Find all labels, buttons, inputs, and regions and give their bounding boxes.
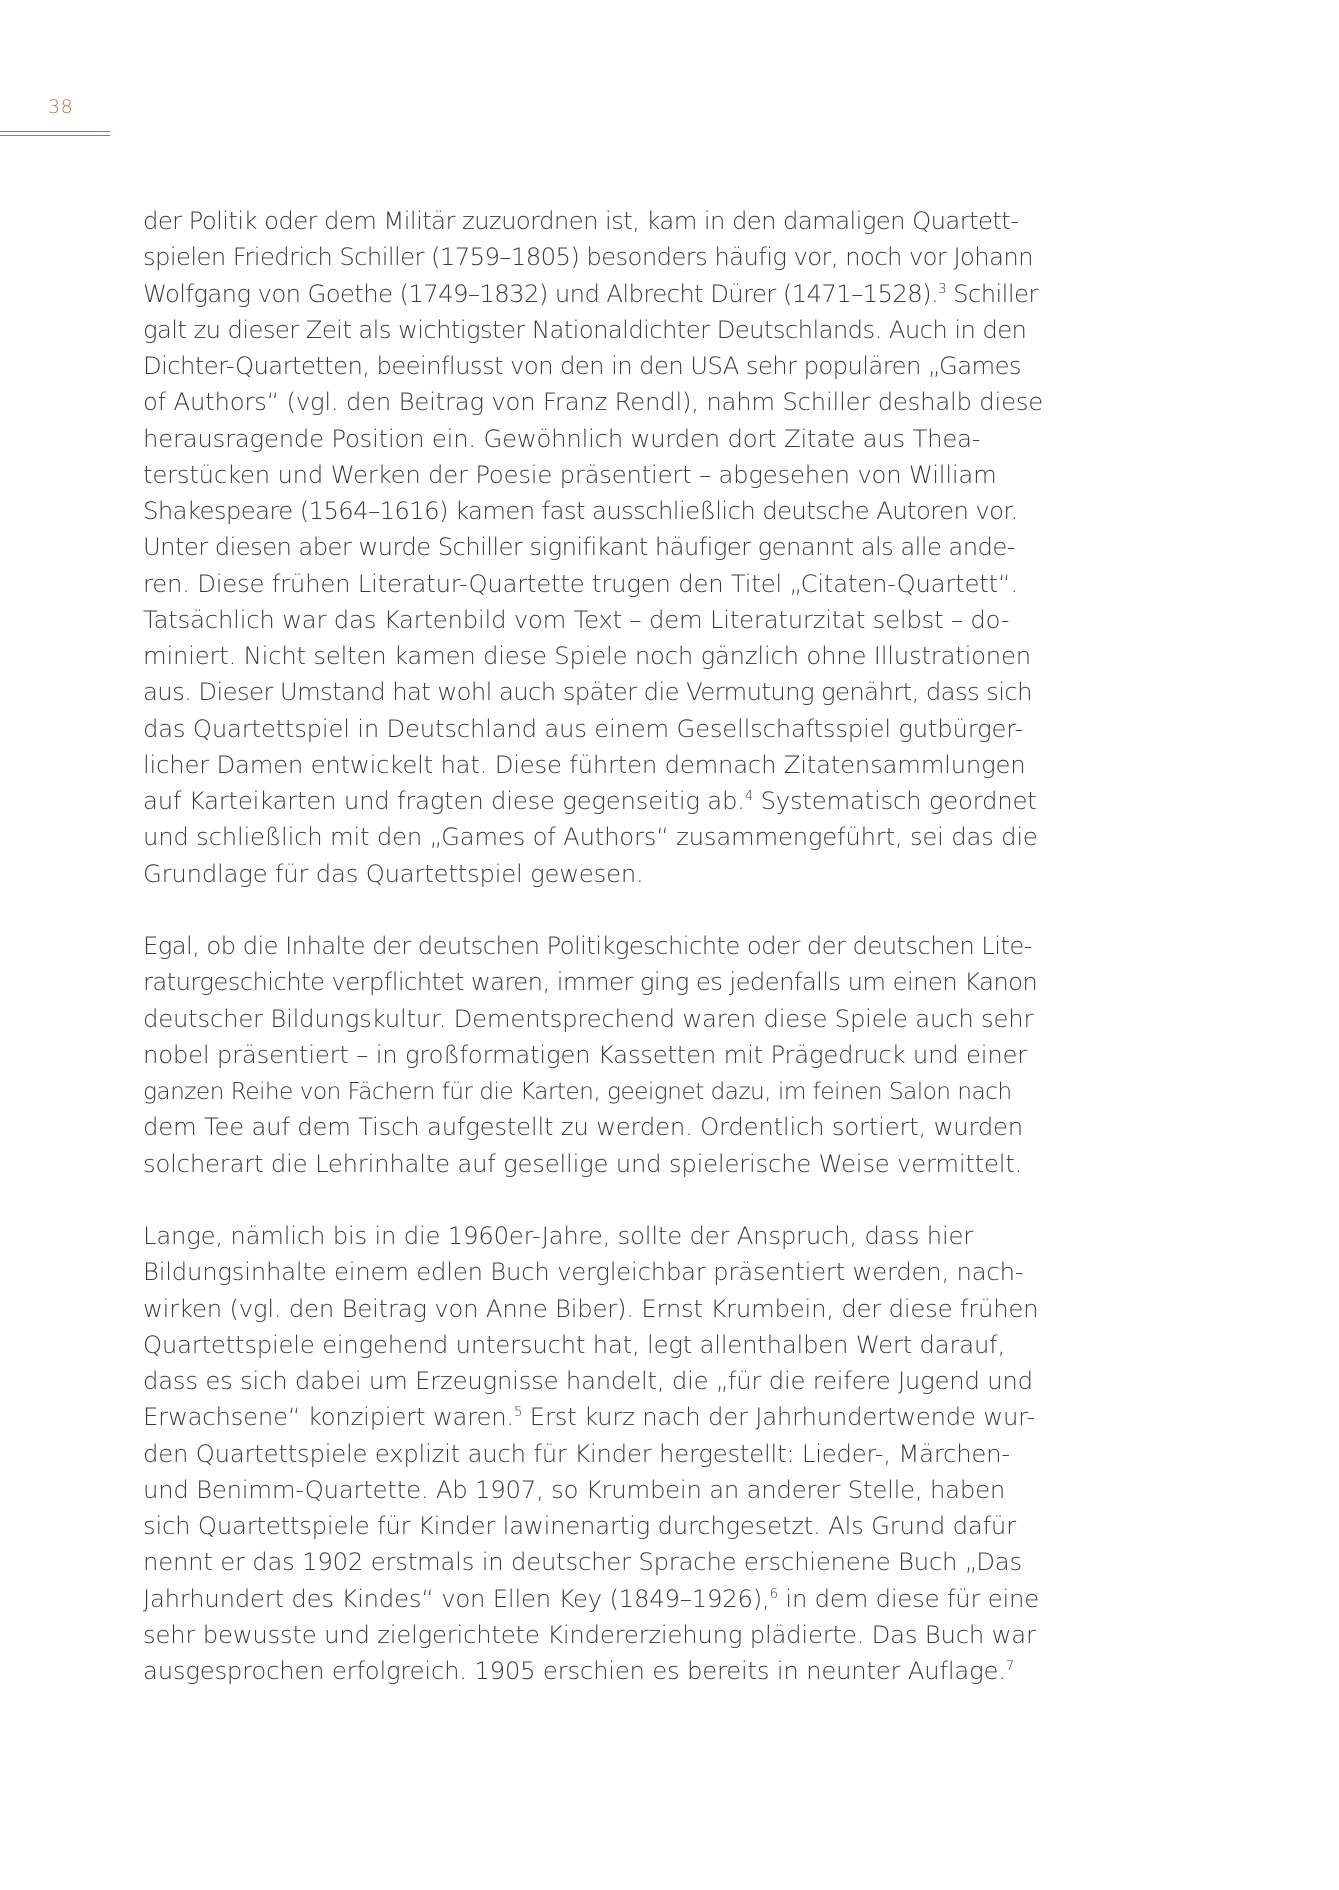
line-text: Jahrhundert des Kindes“ von Ellen Key (1849–1926), xyxy=(143,1583,770,1613)
paragraph-gap xyxy=(143,892,1043,928)
text-line xyxy=(143,1291,1043,1327)
line-text-continued: Schiller xyxy=(946,278,1038,308)
text-line xyxy=(143,421,1043,457)
text-line xyxy=(143,1073,1043,1109)
text-line xyxy=(143,1436,1043,1472)
text-line xyxy=(143,1399,1043,1435)
text-line xyxy=(143,1146,1043,1182)
line-text: ganzen Reihe von Fächern für die Karten, geeignet dazu, im feinen Salon nach xyxy=(143,1077,1012,1105)
footnote-marker: 7 xyxy=(1005,1658,1015,1674)
text-line xyxy=(143,1001,1043,1037)
line-text: raturgeschichte verpflichtet waren, immer ging es jedenfalls um einen Kanon xyxy=(143,967,1038,997)
footnote-marker: 3 xyxy=(938,281,947,297)
text-line xyxy=(143,964,1043,1000)
line-text: spielen Friedrich Schiller (1759–1805) besonders häufig vor, noch vor Johann xyxy=(143,242,1033,272)
text-line xyxy=(143,384,1043,420)
line-text: und Benimm-Quartette. Ab 1907, so Krumbein an anderer Stelle, haben xyxy=(143,1474,1006,1504)
text-line xyxy=(143,1037,1043,1073)
line-text: Quartettspiele eingehend untersucht hat, legt allenthalben Wert darauf, xyxy=(143,1329,1006,1359)
text-line xyxy=(143,638,1043,674)
line-text: Unter diesen aber wurde Schiller signifikant häufiger genannt als alle ande- xyxy=(143,532,1015,562)
text-line xyxy=(143,348,1043,384)
line-text: dem Tee auf dem Tisch aufgestellt zu werden. Ordentlich sortiert, wurden xyxy=(143,1112,1024,1142)
text-line xyxy=(143,783,1043,819)
text-line xyxy=(143,674,1043,710)
footnote-marker: 5 xyxy=(513,1405,523,1421)
text-line xyxy=(143,1544,1043,1580)
line-text: sich Quartettspiele für Kinder lawinenartig durchgesetzt. Als Grund dafür xyxy=(143,1511,1016,1540)
paragraph xyxy=(143,1218,1043,1689)
line-text: Bildungsinhalte einem edlen Buch vergleichbar präsentiert werden, nach- xyxy=(143,1257,1024,1287)
line-text: Lange, nämlich bis in die 1960er-Jahre, sollte der Anspruch, dass hier xyxy=(143,1221,974,1250)
footnote-marker: 4 xyxy=(744,788,754,804)
line-text: auf Karteikarten und fragten diese gegenseitig ab. xyxy=(143,786,745,815)
line-text: deutscher Bildungskultur. Dementsprechend waren diese Spiele auch sehr xyxy=(143,1003,1034,1033)
line-text: Erwachsene“ konzipiert waren. xyxy=(143,1402,514,1432)
text-line xyxy=(143,1617,1043,1653)
text-line xyxy=(143,566,1043,602)
page-number-rule xyxy=(0,131,110,136)
text-line xyxy=(143,239,1043,275)
text-line xyxy=(143,1363,1043,1399)
text-line xyxy=(143,1218,1043,1254)
paragraph xyxy=(143,203,1043,892)
line-text: of Authors“ (vgl. den Beitrag von Franz Rendl), nahm Schiller deshalb diese xyxy=(143,387,1044,417)
text-line xyxy=(143,1254,1043,1290)
line-text: Grundlage für das Quartettspiel gewesen. xyxy=(143,858,644,888)
text-line xyxy=(143,276,1043,312)
line-text: galt zu dieser Zeit als wichtigster Nationaldichter Deutschlands. Auch in den xyxy=(143,314,1027,344)
body-text xyxy=(143,203,1043,1689)
text-line xyxy=(143,856,1043,892)
text-line xyxy=(143,493,1043,529)
text-line xyxy=(143,747,1043,783)
text-line xyxy=(143,1109,1043,1145)
page-number: 38 xyxy=(48,96,74,118)
line-text: der Politik oder dem Militär zuzuordnen ist, kam in den damaligen Quartett- xyxy=(143,206,1019,235)
text-line xyxy=(143,1581,1043,1617)
line-text: das Quartettspiel in Deutschland aus einem Gesellschaftsspiel gutbürger- xyxy=(143,713,1024,743)
text-line xyxy=(143,529,1043,565)
line-text: solcherart die Lehrinhalte auf gesellige und spielerische Weise vermittelt. xyxy=(143,1148,1023,1178)
text-line xyxy=(143,928,1043,964)
text-line xyxy=(143,602,1043,638)
paragraph xyxy=(143,928,1043,1182)
text-line xyxy=(143,1327,1043,1363)
text-line xyxy=(143,1508,1043,1544)
line-text: und schließlich mit den „Games of Authors“ zusammengeführt, sei das die xyxy=(143,822,1038,852)
line-text: herausragende Position ein. Gewöhnlich wurden dort Zitate aus Thea- xyxy=(143,423,981,453)
line-text: Egal, ob die Inhalte der deutschen Politikgeschichte oder der deutschen Lite- xyxy=(143,931,1032,960)
line-text-continued: in dem diese für eine xyxy=(777,1583,1039,1613)
line-text: nennt er das 1902 erstmals in deutscher Sprache erschienene Buch „Das xyxy=(143,1547,1022,1577)
line-text: dass es sich dabei um Erzeugnisse handelt, die „für die reifere Jugend und xyxy=(143,1366,1033,1395)
line-text: Dichter-Quartetten, beeinflusst von den in den USA sehr populären „Games xyxy=(143,351,1021,380)
footnote-marker: 6 xyxy=(769,1586,778,1602)
text-line xyxy=(143,711,1043,747)
line-text: Shakespeare (1564–1616) kamen fast ausschließlich deutsche Autoren vor. xyxy=(143,496,1018,525)
text-line xyxy=(143,819,1043,855)
text-line xyxy=(143,312,1043,348)
line-text: terstücken und Werken der Poesie präsentiert – abgesehen von William xyxy=(143,459,997,489)
paragraph-gap xyxy=(143,1182,1043,1218)
line-text: ausgesprochen erfolgreich. 1905 erschien es bereits in neunter Auflage. xyxy=(143,1656,1006,1685)
line-text: Wolfgang von Goethe (1749–1832) und Albrecht Dürer (1471–1528). xyxy=(143,278,939,308)
line-text: licher Damen entwickelt hat. Diese führten demnach Zitatensammlungen xyxy=(143,749,1026,779)
line-text: aus. Dieser Umstand hat wohl auch später die Vermutung genährt, dass sich xyxy=(143,677,1032,707)
text-line xyxy=(143,457,1043,493)
text-line xyxy=(143,1653,1043,1689)
line-text: miniert. Nicht selten kamen diese Spiele noch gänzlich ohne Illustrationen xyxy=(143,641,1031,670)
line-text-continued: Erst kurz nach der Jahrhundertwende wur- xyxy=(522,1402,1035,1432)
line-text: wirken (vgl. den Beitrag von Anne Biber). Ernst Krumbein, der diese frühen xyxy=(143,1293,1039,1323)
line-text: sehr bewusste und zielgerichtete Kindererziehung plädierte. Das Buch war xyxy=(143,1619,1036,1649)
line-text: Tatsächlich war das Kartenbild vom Text – dem Literaturzitat selbst – do- xyxy=(143,604,1010,634)
line-text: nobel präsentiert – in großformatigen Kassetten mit Prägedruck und einer xyxy=(143,1039,1028,1069)
line-text: ren. Diese frühen Literatur-Quartette trugen den Titel „Citaten-Quartett“. xyxy=(143,568,1018,598)
text-line xyxy=(143,203,1043,239)
line-text: den Quartettspiele explizit auch für Kinder hergestellt: Lieder-, Märchen- xyxy=(143,1438,1010,1468)
text-line xyxy=(143,1472,1043,1508)
line-text-continued: Systematisch geordnet xyxy=(753,786,1037,815)
